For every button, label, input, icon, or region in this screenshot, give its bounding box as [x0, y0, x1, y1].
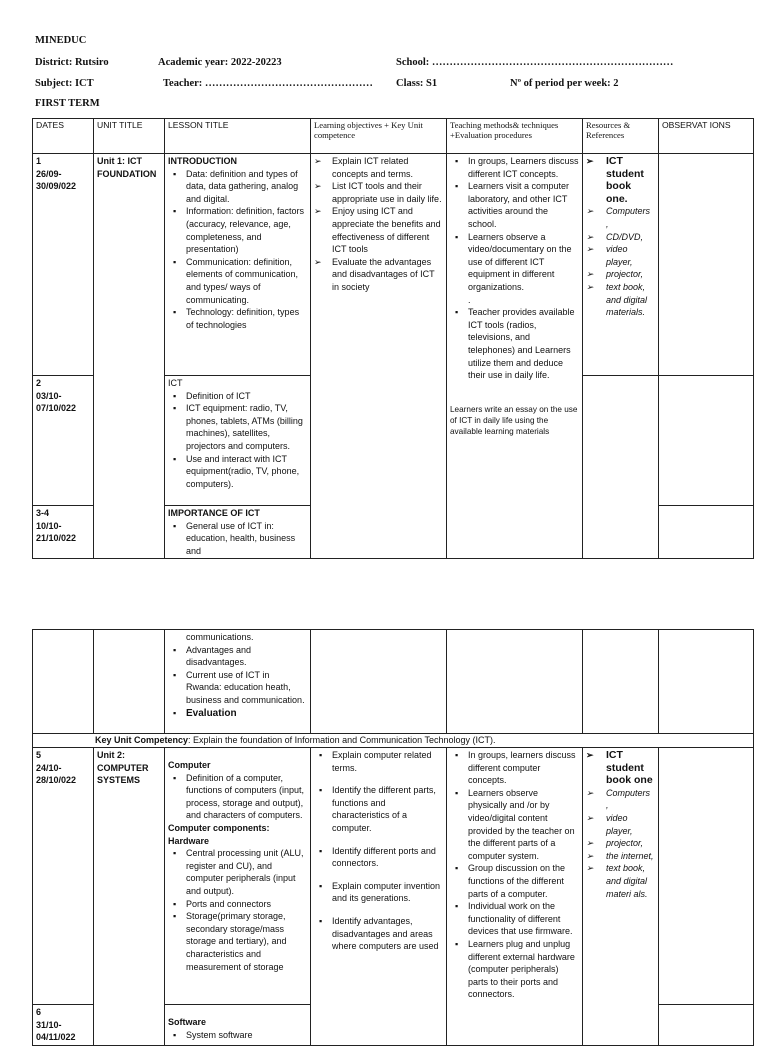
observation-cell — [659, 154, 754, 376]
observation-cell — [659, 630, 754, 734]
list-item: ▪ Ports and connectors — [168, 898, 307, 911]
list-item: ▪ Explain computer invention and its generations. — [314, 880, 443, 905]
date-cell — [33, 376, 94, 506]
lesson-title: IMPORTANCE OF ICT — [168, 508, 260, 518]
lesson-continuation: communications. — [186, 632, 254, 642]
hardware-title: Hardware — [168, 835, 210, 846]
key-competency-row — [33, 734, 754, 748]
list-item: ▪ In groups, Learners discuss different ICT concepts. — [450, 155, 579, 180]
col-lesson-title: LESSON TITLE — [165, 119, 311, 154]
observation-cell — [659, 506, 754, 559]
list-item: ➢ List ICT tools and their appropriate use in daily life. — [314, 180, 443, 205]
col-observations: OBSERVAT IONS — [659, 119, 754, 154]
evaluation-item — [168, 707, 307, 721]
list-item: ▪ Technology: definition, types of technologies — [168, 306, 307, 331]
list-item: ▪ Storage(primary storage, secondary storage/mass storage and tertiary), and characteristics and measurement of storage — [168, 910, 307, 973]
table-row — [33, 748, 754, 1005]
date-num: 2 — [36, 378, 42, 388]
school: School: …………………………………………………………… — [396, 57, 674, 68]
date-cell — [33, 748, 94, 1005]
unit-title-cell: Unit 1: ICT FOUNDATION — [94, 154, 165, 559]
objectives-cell — [311, 630, 447, 734]
col-methods: Teaching methods& techniques +Evaluation procedures — [447, 119, 583, 154]
lesson-title: INTRODUCTION — [168, 156, 237, 166]
list-item: ➢ CD/DVD, — [586, 231, 655, 244]
list-item: ➢ projector, — [586, 837, 655, 850]
class: Class: S1 — [396, 78, 438, 89]
list-item: ➢ Evaluate the advantages and disadvantages of ICT in society — [314, 256, 443, 294]
list-item: ▪ Identify advantages, disadvantages and areas where computers are used — [314, 915, 443, 953]
resources-cell — [583, 376, 659, 559]
lesson-cell — [165, 748, 311, 1005]
key-competency-cell — [33, 734, 754, 748]
date-num: 5 — [36, 750, 42, 760]
list-item: ▪ Explain computer related terms. — [314, 749, 443, 774]
district: District: Rutsiro — [35, 57, 109, 68]
list-item: ▪ In groups, learners discuss different computer concepts. — [450, 749, 579, 787]
observation-cell — [659, 376, 754, 506]
resources-cell — [583, 630, 659, 734]
lesson-cell — [165, 506, 311, 559]
teacher: Teacher: ………………………………………… — [163, 78, 373, 89]
components-title: Computer components: — [168, 822, 270, 833]
list-item: ▪ Teacher provides available ICT tools (radios, televisions, and telephones) and Learners utilize them and deduce their use in daily life. — [450, 306, 579, 382]
list-item: ▪ Learners visit a computer laboratory, and other ICT activities around the school. — [450, 180, 579, 230]
list-item: ▪ Identify different ports and connectors. — [314, 845, 443, 870]
list-item: ▪ Group discussion on the functions of the different parts of a computer. — [450, 862, 579, 900]
date-cell — [33, 506, 94, 559]
methods-cell — [447, 748, 583, 1046]
date-num: 3-4 — [36, 508, 50, 518]
list-item: ▪ Identify the different parts, functions and characteristics of a computer. — [314, 784, 443, 834]
list-item: ▪ Communication: definition, elements of communication, and types/ ways of communicating. — [168, 256, 307, 306]
list-item: ➢ Enjoy using ICT and appreciate the benefits and effectiveness of different ICT tools — [314, 205, 443, 255]
scheme-table-page1 — [32, 118, 754, 559]
list-item: ▪ Central processing unit (ALU, register and CU), and computer peripherals (input and output). — [168, 847, 307, 897]
evaluation-text: Learners write an essay on the use of ICT in daily life using the available learning materials — [450, 404, 578, 436]
lesson-cell — [165, 630, 311, 734]
lesson-cell — [165, 376, 311, 506]
objectives-cell — [311, 154, 447, 559]
col-resources: Resources & References — [583, 119, 659, 154]
list-item: ▪ Advantages and disadvantages. — [168, 644, 307, 669]
list-item: ▪ Definition of ICT — [168, 390, 307, 403]
list-item: ➢ Computers , — [586, 787, 655, 812]
header-row — [33, 119, 754, 154]
list-item: ▪ Learners plug and unplug different external hardware (computer peripherals) parts to their ports and connectors. — [450, 938, 579, 1001]
col-unit-title: UNIT TITLE — [94, 119, 165, 154]
date-range: 24/10-28/10/022 — [36, 762, 77, 786]
list-item: ▪ Use and interact with ICT equipment(radio, TV, phone, computers). — [168, 453, 307, 491]
ministry: MINEDUC — [35, 35, 87, 46]
list-item: ➢ ICT student book one. — [586, 155, 655, 205]
periods-per-week: Nº of period per week: 2 — [510, 78, 619, 89]
date-range: 31/10-04/11/022 — [36, 1019, 76, 1043]
date-range: 10/10-21/10/022 — [36, 520, 77, 544]
date-range: 26/09-30/09/022 — [36, 168, 77, 192]
col-dates: DATES — [33, 119, 94, 154]
table-row — [33, 630, 754, 734]
date-cell — [33, 154, 94, 376]
methods-cell — [447, 154, 583, 559]
date-num: 6 — [36, 1007, 42, 1017]
list-item: ➢ text book, and digital materials. — [586, 281, 655, 319]
unit-title-cell — [94, 630, 165, 734]
col-objectives: Learning objectives + Key Unit competence — [311, 119, 447, 154]
lesson-title: Software — [168, 1017, 207, 1027]
academic-year: Academic year: 2022-20223 — [158, 57, 282, 68]
term: FIRST TERM — [35, 98, 100, 109]
list-item: ▪ Learners observe physically and /or by video/digital content provided by the teacher on the different parts of a computer system. — [450, 787, 579, 863]
key-competency-label: Key Unit Competency — [95, 735, 189, 745]
list-item: ▪ ICT equipment: radio, TV, phones, tablets, ATMs (billing machines), satellites, projectors and computers. — [168, 402, 307, 452]
resources-cell — [583, 748, 659, 1046]
lesson-cell — [165, 154, 311, 376]
methods-dot: . — [468, 294, 471, 305]
date-cell — [33, 630, 94, 734]
list-item: ▪ Current use of ICT in Rwanda: education heath, business and communication. — [168, 669, 307, 707]
list-item: ▪ Data: definition and types of data, data gathering, analog and digital. — [168, 168, 307, 206]
list-item: ➢ Computers , — [586, 205, 655, 230]
lesson-cell — [165, 1005, 311, 1046]
list-item: ▪ Definition of a computer, functions of computers (input, process, storage and output), and characters of computers. — [168, 772, 307, 822]
lesson-title: Computer — [168, 760, 211, 770]
table-row — [33, 154, 754, 376]
resources-cell — [583, 154, 659, 376]
list-item: ▪ System software — [168, 1029, 307, 1042]
date-num: 1 — [36, 156, 42, 166]
list-item: ➢ ICT student book one — [586, 749, 655, 787]
list-item: ▪ General use of ICT in: education, health, business and — [168, 520, 307, 558]
list-item: ➢ the internet, — [586, 850, 655, 863]
objectives-cell — [311, 748, 447, 1046]
observation-cell — [659, 1005, 754, 1046]
list-item: ➢ text book, and digital materi als. — [586, 862, 655, 900]
list-item: ➢ video player, — [586, 243, 655, 268]
list-item: ▪ Learners observe a video/documentary on the use of different ICT equipment in different organizations. — [450, 231, 579, 294]
methods-cell — [447, 630, 583, 734]
observation-cell — [659, 748, 754, 1005]
list-item: ➢ Explain ICT related concepts and terms. — [314, 155, 443, 180]
list-item: ➢ projector, — [586, 268, 655, 281]
list-item: ▪ Individual work on the functionality of different devices that use firmware. — [450, 900, 579, 938]
subject: Subject: ICT — [35, 78, 94, 89]
key-competency-text: : Explain the foundation of Information and Communication Technology (ICT). — [188, 735, 496, 745]
evaluation-label: Evaluation — [186, 707, 237, 719]
date-range: 03/10-07/10/022 — [36, 390, 77, 414]
scheme-table-page2 — [32, 629, 754, 1046]
lesson-title: ICT — [168, 378, 183, 388]
date-cell — [33, 1005, 94, 1046]
list-item: ▪ Information: definition, factors (accuracy, relevance, age, completeness, and presentation) — [168, 205, 307, 255]
unit-title-cell: Unit 2: COMPUTER SYSTEMS — [94, 748, 165, 1046]
list-item: ➢ video player, — [586, 812, 655, 837]
